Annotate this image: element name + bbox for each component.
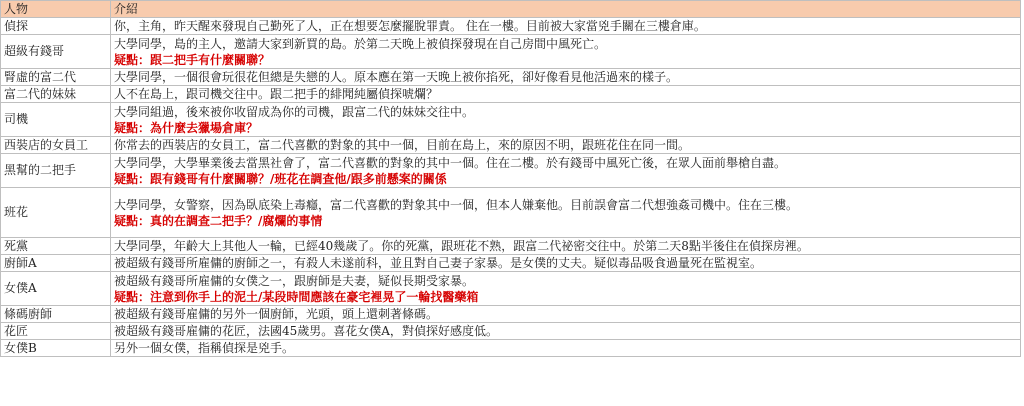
character-intro-cell[interactable]	[111, 86, 1021, 103]
table-row	[1, 306, 1021, 323]
table-row	[1, 238, 1021, 255]
intro-text: 被超級有錢哥所雇傭的女僕之一，跟廚師是夫妻，疑似長期受家暴。	[114, 273, 475, 288]
intro-text: 大學同學，年齡大上其他人一輪，已經40幾歲了。你的死黨，跟班花不熟，跟富二代祕密交往中。於第二天8點半後住在偵探房裡。	[114, 239, 809, 253]
clue-text: 疑點：注意到你手上的泥土/某段時間應該在豪宅裡晃了一輪找醫藥箱	[114, 289, 479, 304]
character-intro-cell[interactable]	[111, 323, 1021, 340]
intro-text: 被超級有錢哥雇傭的另外一個廚師，光頭，頭上還刺著條碼。	[114, 307, 439, 321]
character-name-cell[interactable]: 女僕A	[1, 272, 111, 306]
character-intro-cell[interactable]	[111, 306, 1021, 323]
character-name-cell[interactable]: 死黨	[1, 238, 111, 255]
character-name-cell[interactable]: 腎虛的富二代	[1, 69, 111, 86]
character-name-cell[interactable]: 女僕B	[1, 340, 111, 357]
character-intro-cell[interactable]	[111, 35, 1021, 69]
table-row	[1, 154, 1021, 188]
character-intro-cell[interactable]	[111, 103, 1021, 137]
clue-text: 疑點：真的在調查二把手？/腐爛的事情	[114, 213, 323, 228]
character-name-cell[interactable]: 偵探	[1, 18, 111, 35]
table-row	[1, 35, 1021, 69]
table-row	[1, 69, 1021, 86]
table-row	[1, 86, 1021, 103]
table-row	[1, 18, 1021, 35]
clue-text: 疑點：跟二把手有什麼關聯？	[114, 52, 271, 67]
character-name-cell[interactable]: 富二代的妹妹	[1, 86, 111, 103]
character-intro-cell[interactable]	[111, 238, 1021, 255]
table-row	[1, 188, 1021, 238]
header-intro-cell[interactable]: 介紹	[111, 1, 1021, 18]
table-row	[1, 340, 1021, 357]
intro-text: 大學同學，大學畢業後去當黑社會了，富二代喜歡的對象的其中一個。住在二樓。於有錢哥中風死亡後，在眾人面前舉槍自盡。	[114, 155, 787, 170]
table-row	[1, 103, 1021, 137]
character-name-cell[interactable]: 超級有錢哥	[1, 35, 111, 69]
character-intro-cell[interactable]	[111, 69, 1021, 86]
intro-text: 被超級有錢哥所雇傭的廚師之一，有殺人未遂前科，並且對自己妻子家暴。是女僕的丈夫。疑似毒品吸食過量死在監視室。	[114, 256, 763, 270]
intro-text: 你常去的西裝店的女員工，富二代喜歡的對象的其中一個，目前在島上，來的原因不明，跟班花住在同一間。	[114, 138, 691, 152]
character-name-cell[interactable]: 廚師A	[1, 255, 111, 272]
intro-text: 大學同學，一個很會玩很花但總是失戀的人。原本應在第一天晚上被你掐死，卻好像看見他活過來的樣子。	[114, 70, 679, 84]
character-name-cell[interactable]: 黑幫的二把手	[1, 154, 111, 188]
table-row	[1, 255, 1021, 272]
header-name-cell[interactable]: 人物	[1, 1, 111, 18]
character-intro-cell[interactable]	[111, 272, 1021, 306]
character-intro-cell[interactable]	[111, 18, 1021, 35]
character-intro-cell[interactable]	[111, 154, 1021, 188]
intro-text: 另外一個女僕，指稱偵探是兇手。	[114, 341, 295, 355]
table-row	[1, 272, 1021, 306]
character-intro-cell[interactable]	[111, 255, 1021, 272]
table-row	[1, 137, 1021, 154]
intro-text: 大學同學，女警察，因為臥底染上毒癮，富二代喜歡的對象其中一個，但本人嫌棄他。目前誤會富二代想強姦司機中。住在三樓。	[114, 197, 799, 212]
intro-text: 被超級有錢哥雇傭的花匠，法國45歲男。喜花女僕A，對偵探好感度低。	[114, 324, 498, 338]
table-row	[1, 323, 1021, 340]
character-intro-cell[interactable]	[111, 188, 1021, 238]
clue-text: 疑點：為什麼去獵場倉庫？	[114, 120, 259, 135]
table-body	[1, 18, 1021, 357]
intro-text: 大學同組過，後來被你收留成為你的司機，跟富二代的妹妹交往中。	[114, 104, 475, 119]
character-name-cell[interactable]: 花匠	[1, 323, 111, 340]
character-name-cell[interactable]: 條碼廚師	[1, 306, 111, 323]
character-name-cell[interactable]: 班花	[1, 188, 111, 238]
intro-text: 人不在島上，跟司機交往中。跟二把手的緋聞純屬偵探唬爛？	[114, 87, 439, 101]
intro-text: 大學同學，島的主人，邀請大家到新買的島。於第二天晚上被偵探發現在自己房間中風死亡。	[114, 36, 607, 51]
character-name-cell[interactable]: 司機	[1, 103, 111, 137]
clue-text: 疑點：跟有錢哥有什麼關聯？/班花在調查他/跟多前懸案的關係	[114, 171, 447, 186]
intro-text: 你，主角，昨天醒來發現自己勤死了人，正在想要怎麼擺脫罪責。 住在一樓。目前被大家當兇手關在三樓倉庫。	[114, 19, 706, 33]
header-row	[1, 1, 1021, 18]
character-name-cell[interactable]: 西裝店的女員工	[1, 137, 111, 154]
character-intro-cell[interactable]	[111, 340, 1021, 357]
character-intro-cell[interactable]	[111, 137, 1021, 154]
